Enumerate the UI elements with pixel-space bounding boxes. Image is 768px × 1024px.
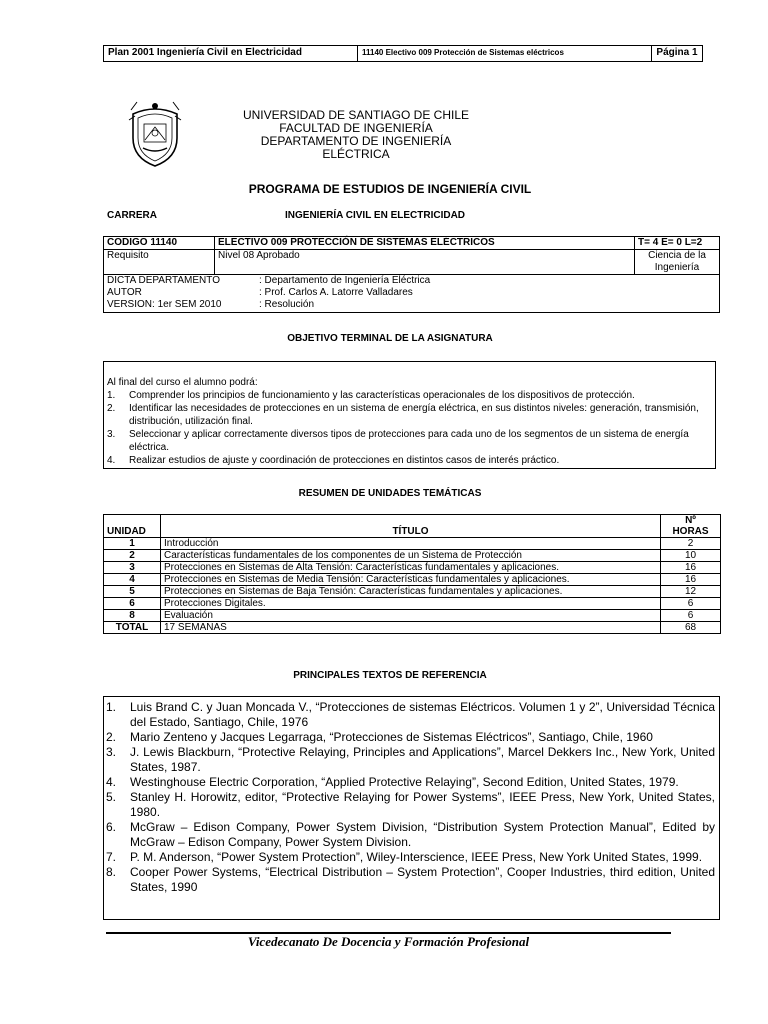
version-label: VERSION: 1er SEM 2010 <box>107 299 222 310</box>
university-heading <box>230 109 482 161</box>
university-name: UNIVERSIDAD DE SANTIAGO DE CHILE <box>242 108 470 122</box>
unidades-heading: RESUMEN DE UNIDADES TEMÁTICAS <box>298 488 482 499</box>
header-plan: Plan 2001 Ingeniería Civil en Electricidad <box>104 46 358 61</box>
header-course: 11140 Electivo 009 Protección de Sistemas eléctricos <box>358 46 652 61</box>
version-value: : Resolución <box>259 299 315 310</box>
total-label: TOTAL <box>104 622 161 634</box>
department-name-cont: ELÉCTRICA <box>322 147 390 161</box>
total-weeks: 17 SEMANAS <box>161 622 661 634</box>
table-row: 6 Protecciones Digitales. 6 <box>104 598 721 610</box>
list-item: 3. J. Lewis Blackburn, “Protective Relaying, Principles and Applications”, Marcel Dekkers Inc., New York, United States, 1987. <box>106 745 715 774</box>
list-item: 3. Seleccionar y aplicar correctamente diversos tipos de protecciones para cada uno de los segmentos de un sistema de energía eléctrica. <box>107 429 689 453</box>
requisito-value: Nivel 08 Aprobado <box>215 250 635 275</box>
dicta-label: DICTA DEPARTAMENTO <box>107 275 220 286</box>
list-item: 4. Realizar estudios de ajuste y coordinación de protecciones en distintos casos de interés práctico. <box>107 455 560 466</box>
list-item: 8. Cooper Power Systems, “Electrical Distribution – System Protection”, Cooper Industries, third edition, United States, 1990 <box>106 865 715 894</box>
course-code: CODIGO 11140 <box>104 237 215 250</box>
department-name: DEPARTAMENTO DE INGENIERÍA <box>260 134 452 148</box>
autor-label: AUTOR <box>107 287 142 298</box>
course-info-table <box>103 236 720 313</box>
table-row: 4 Protecciones en Sistemas de Media Tensión: Características fundamentales y aplicaciones. 16 <box>104 574 721 586</box>
list-item: 1. Comprender los principios de funcionamiento y las características operacionales de los dispositivos de protección. <box>107 390 635 401</box>
requisito-label: Requisito <box>104 250 215 275</box>
list-item: 5. Stanley H. Horowitz, editor, “Protective Relaying for Power Systems”, IEEE Press, New York, United States, 1980. <box>106 790 715 819</box>
table-row: 2 Características fundamentales de los componentes de un Sistema de Protección 10 <box>104 550 721 562</box>
course-hours: T= 4 E= 0 L=2 <box>635 237 720 250</box>
table-row: 3 Protecciones en Sistemas de Alta Tensión: Características fundamentales y aplicaciones. 16 <box>104 562 721 574</box>
objetivo-intro: Al final del curso el alumno podrá: <box>107 377 258 388</box>
list-item: 4. Westinghouse Electric Corporation, “Applied Protective Relaying”, Second Edition, United States, 1979. <box>106 775 679 789</box>
table-row: 8 Evaluación 6 <box>104 610 721 622</box>
total-row <box>104 622 721 634</box>
page-footer: Vicedecanato De Docencia y Formación Profesional <box>247 934 530 949</box>
list-item: 2. Identificar las necesidades de protecciones en un sistema de energía eléctrica, en sus distintos niveles: generación, transmisión, distribución, utilización final. <box>107 403 699 427</box>
list-item: 7. P. M. Anderson, “Power System Protection”, Wiley-Interscience, IEEE Press, New York United States, 1999. <box>106 850 703 864</box>
carrera-value: INGENIERÍA CIVIL EN ELECTRICIDAD <box>285 210 466 221</box>
col-unidad: UNIDAD <box>104 515 161 538</box>
referencias-heading: PRINCIPALES TEXTOS DE REFERENCIA <box>293 670 487 681</box>
page-header <box>103 45 703 62</box>
faculty-name: FACULTAD DE INGENIERÍA <box>279 121 433 135</box>
objetivo-box <box>103 361 716 469</box>
col-horas: Nº HORAS <box>661 515 721 538</box>
list-item: 2. Mario Zenteno y Jacques Legarraga, “Protecciones de Sistemas Eléctricos”, Santiago, Chile, 1960 <box>106 730 653 744</box>
table-row: 5 Protecciones en Sistemas de Baja Tensión: Características fundamentales y aplicaciones. 12 <box>104 586 721 598</box>
col-titulo: TÍTULO <box>161 515 661 538</box>
university-crest-icon <box>125 100 185 170</box>
references-box <box>103 696 720 920</box>
course-area: Ciencia de la Ingeniería <box>635 250 720 275</box>
objetivo-heading: OBJETIVO TERMINAL DE LA ASIGNATURA <box>287 333 493 344</box>
course-details-cell <box>104 275 720 313</box>
dicta-value: : Departamento de Ingeniería Eléctrica <box>259 275 431 286</box>
carrera-label: CARRERA <box>107 210 157 221</box>
list-item: 6. McGraw – Edison Company, Power System Division, “Distribution System Protection Manual”, Edited by McGraw – Edison Company, Power System Division. <box>106 820 715 849</box>
course-name: ELECTIVO 009 PROTECCIÓN DE SISTEMAS ELÉCTRICOS <box>215 237 635 250</box>
autor-value: : Prof. Carlos A. Latorre Valladares <box>259 287 413 298</box>
table-row: 1 Introducción 2 <box>104 538 721 550</box>
program-title: PROGRAMA DE ESTUDIOS DE INGENIERÍA CIVIL <box>248 182 532 196</box>
total-hours: 68 <box>661 622 721 634</box>
header-page: Página 1 <box>656 47 698 58</box>
list-item: 1. Luis Brand C. y Juan Moncada V., “Protecciones de sistemas Eléctricos. Volumen 1 y 2”, Universidad Técnica del Estado, Santiago, Chile, 1976 <box>106 700 715 729</box>
units-table <box>103 514 721 634</box>
